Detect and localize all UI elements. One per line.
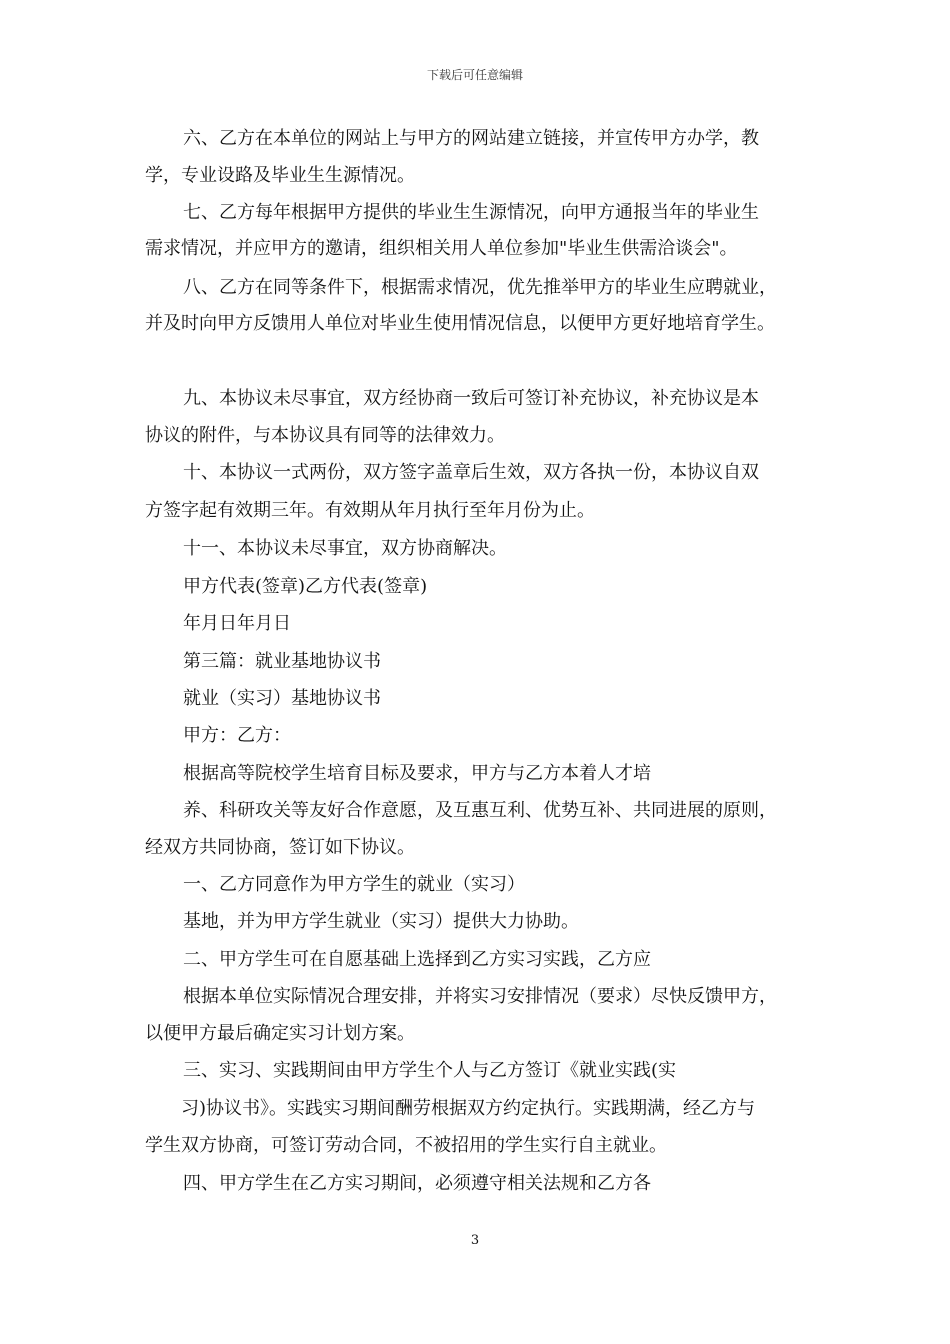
text-line: 就业（实习）基地协议书	[183, 688, 381, 709]
text-line: 习)协议书》。实践实习期间酬劳根据双方约定执行。实践期满，经乙方与	[181, 1098, 756, 1119]
text-line: 年月日年月日	[183, 613, 291, 634]
text-line: 根据本单位实际情况合理安排，并将实习安排情况（要求）尽快反馈甲方，	[183, 986, 777, 1007]
text-line: 经双方共同协商，签订如下协议。	[145, 837, 415, 858]
text-line: 二、甲方学生可在自愿基础上选择到乙方实习实践，乙方应	[183, 949, 651, 970]
text-line: 甲方代表(签章)乙方代表(签章)	[183, 576, 428, 597]
text-line: 九、本协议未尽事宜，双方经协商一致后可签订补充协议，补充协议是本	[183, 388, 759, 409]
text-line: 学生双方协商，可签订劳动合同，不被招用的学生实行自主就业。	[145, 1135, 667, 1156]
page-header: 下载后可任意编辑	[426, 68, 523, 82]
page-number: 3	[470, 1233, 480, 1248]
text-line: 三、实习、实践期间由甲方学生个人与乙方签订《就业实践(实	[183, 1060, 677, 1081]
text-line: 第三篇：就业基地协议书	[183, 651, 381, 672]
text-line: 方签字起有效期三年。有效期从年月执行至年月份为止。	[145, 500, 595, 521]
text-line: 四、甲方学生在乙方实习期间，必须遵守相关法规和乙方各	[183, 1173, 651, 1194]
text-line: 七、乙方每年根据甲方提供的毕业生生源情况，向甲方通报当年的毕业生	[183, 202, 759, 223]
text-line: 六、乙方在本单位的网站上与甲方的网站建立链接，并宣传甲方办学，教	[183, 128, 759, 149]
text-line: 基地，并为甲方学生就业（实习）提供大力协助。	[183, 911, 579, 932]
text-line: 需求情况，并应甲方的邀请，组织相关用人单位参加"毕业生供需洽谈会"。	[145, 238, 738, 259]
text-line: 以便甲方最后确定实习计划方案。	[145, 1023, 415, 1044]
text-line: 协议的附件，与本协议具有同等的法律效力。	[145, 425, 505, 446]
text-line: 十一、本协议未尽事宜，双方协商解决。	[183, 538, 507, 559]
text-line: 十、本协议一式两份，双方签字盖章后生效，双方各执一份，本协议自双	[183, 462, 759, 483]
text-line: 根据高等院校学生培育目标及要求，甲方与乙方本着人才培	[183, 763, 651, 784]
text-line: 养、科研攻关等友好合作意愿，及互惠互利、优势互补、共同进展的原则，	[183, 800, 777, 821]
text-line: 甲方：乙方：	[183, 725, 291, 746]
text-line: 并及时向甲方反馈用人单位对毕业生使用情况信息，以便甲方更好地培育学生。	[145, 313, 775, 334]
text-line: 八、乙方在同等条件下，根据需求情况，优先推举甲方的毕业生应聘就业，	[183, 277, 777, 298]
text-line: 学，专业设路及毕业生生源情况。	[145, 165, 415, 186]
text-line: 一、乙方同意作为甲方学生的就业（实习）	[183, 874, 525, 895]
